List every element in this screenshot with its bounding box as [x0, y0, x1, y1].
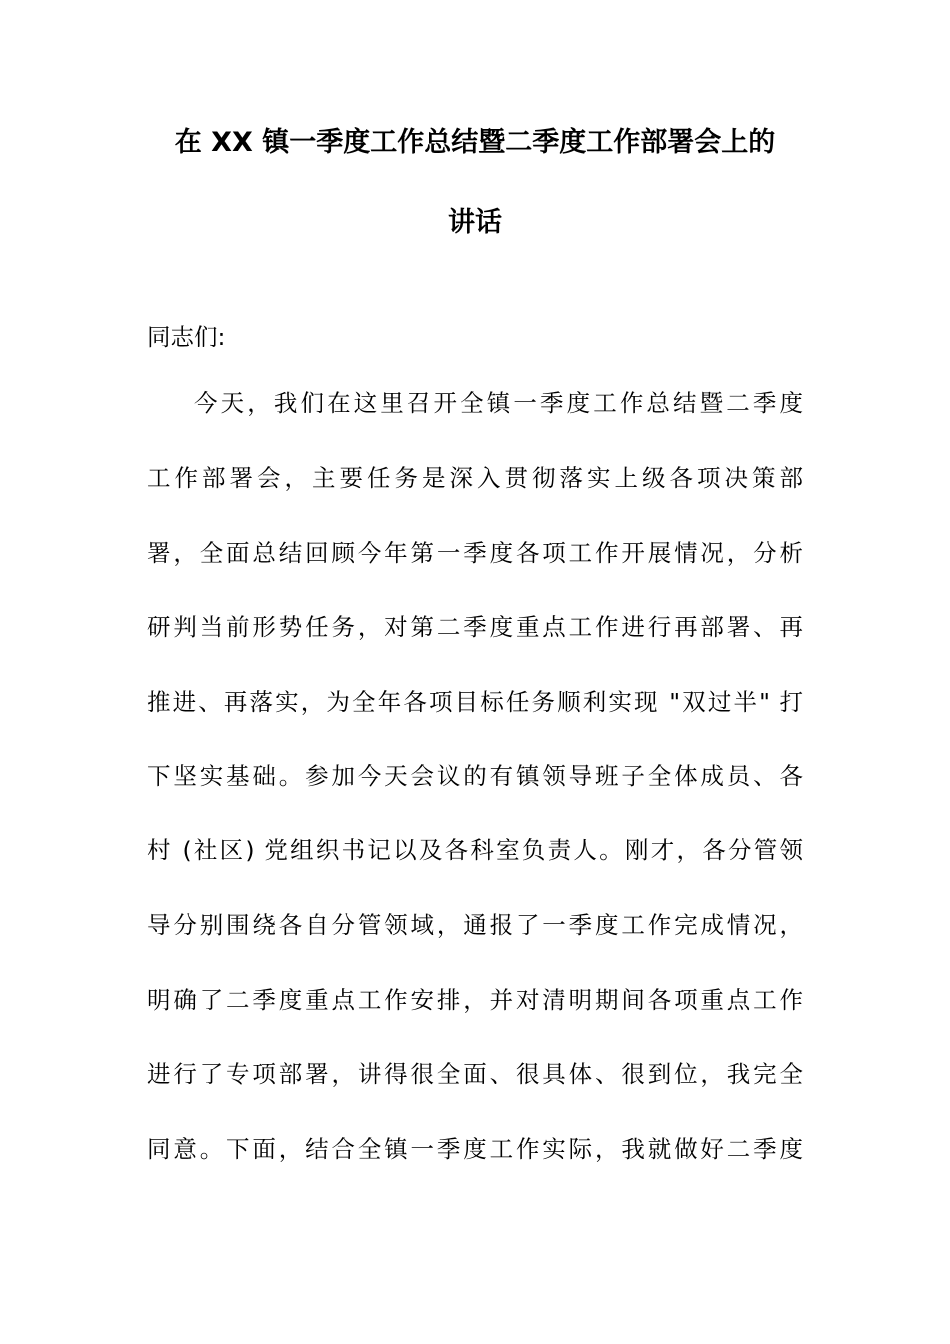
- body-line: 导分别围绕各自分管领域，通报了一季度工作完成情况，: [147, 911, 803, 939]
- body-line: 进行了专项部署，讲得很全面、很具体、很到位，我完全: [147, 1060, 803, 1088]
- body-line: 下坚实基础。参加今天会议的有镇领导班子全体成员、各: [147, 762, 803, 790]
- body-line: 署，全面总结回顾今年第一季度各项工作开展情况，分析: [147, 539, 803, 567]
- salutation: 同志们:: [147, 323, 226, 351]
- body-line: 研判当前形势任务，对第二季度重点工作进行再部署、再: [147, 613, 803, 641]
- body-line: 推进、再落实，为全年各项目标任务顺利实现 "双过半" 打: [147, 688, 803, 716]
- body-line: 工作部署会，主要任务是深入贯彻落实上级各项决策部: [147, 464, 803, 492]
- document-title-line-2: 讲话: [448, 207, 502, 238]
- body-line: 村 (社区) 党组织书记以及各科室负责人。刚才，各分管领: [147, 836, 803, 864]
- body-line: 今天，我们在这里召开全镇一季度工作总结暨二季度: [194, 389, 803, 417]
- body-line: 同意。下面，结合全镇一季度工作实际，我就做好二季度: [147, 1135, 803, 1163]
- document-title-line-1: 在 XX 镇一季度工作总结暨二季度工作部署会上的: [174, 127, 776, 158]
- body-line: 明确了二季度重点工作安排，并对清明期间各项重点工作: [147, 986, 803, 1014]
